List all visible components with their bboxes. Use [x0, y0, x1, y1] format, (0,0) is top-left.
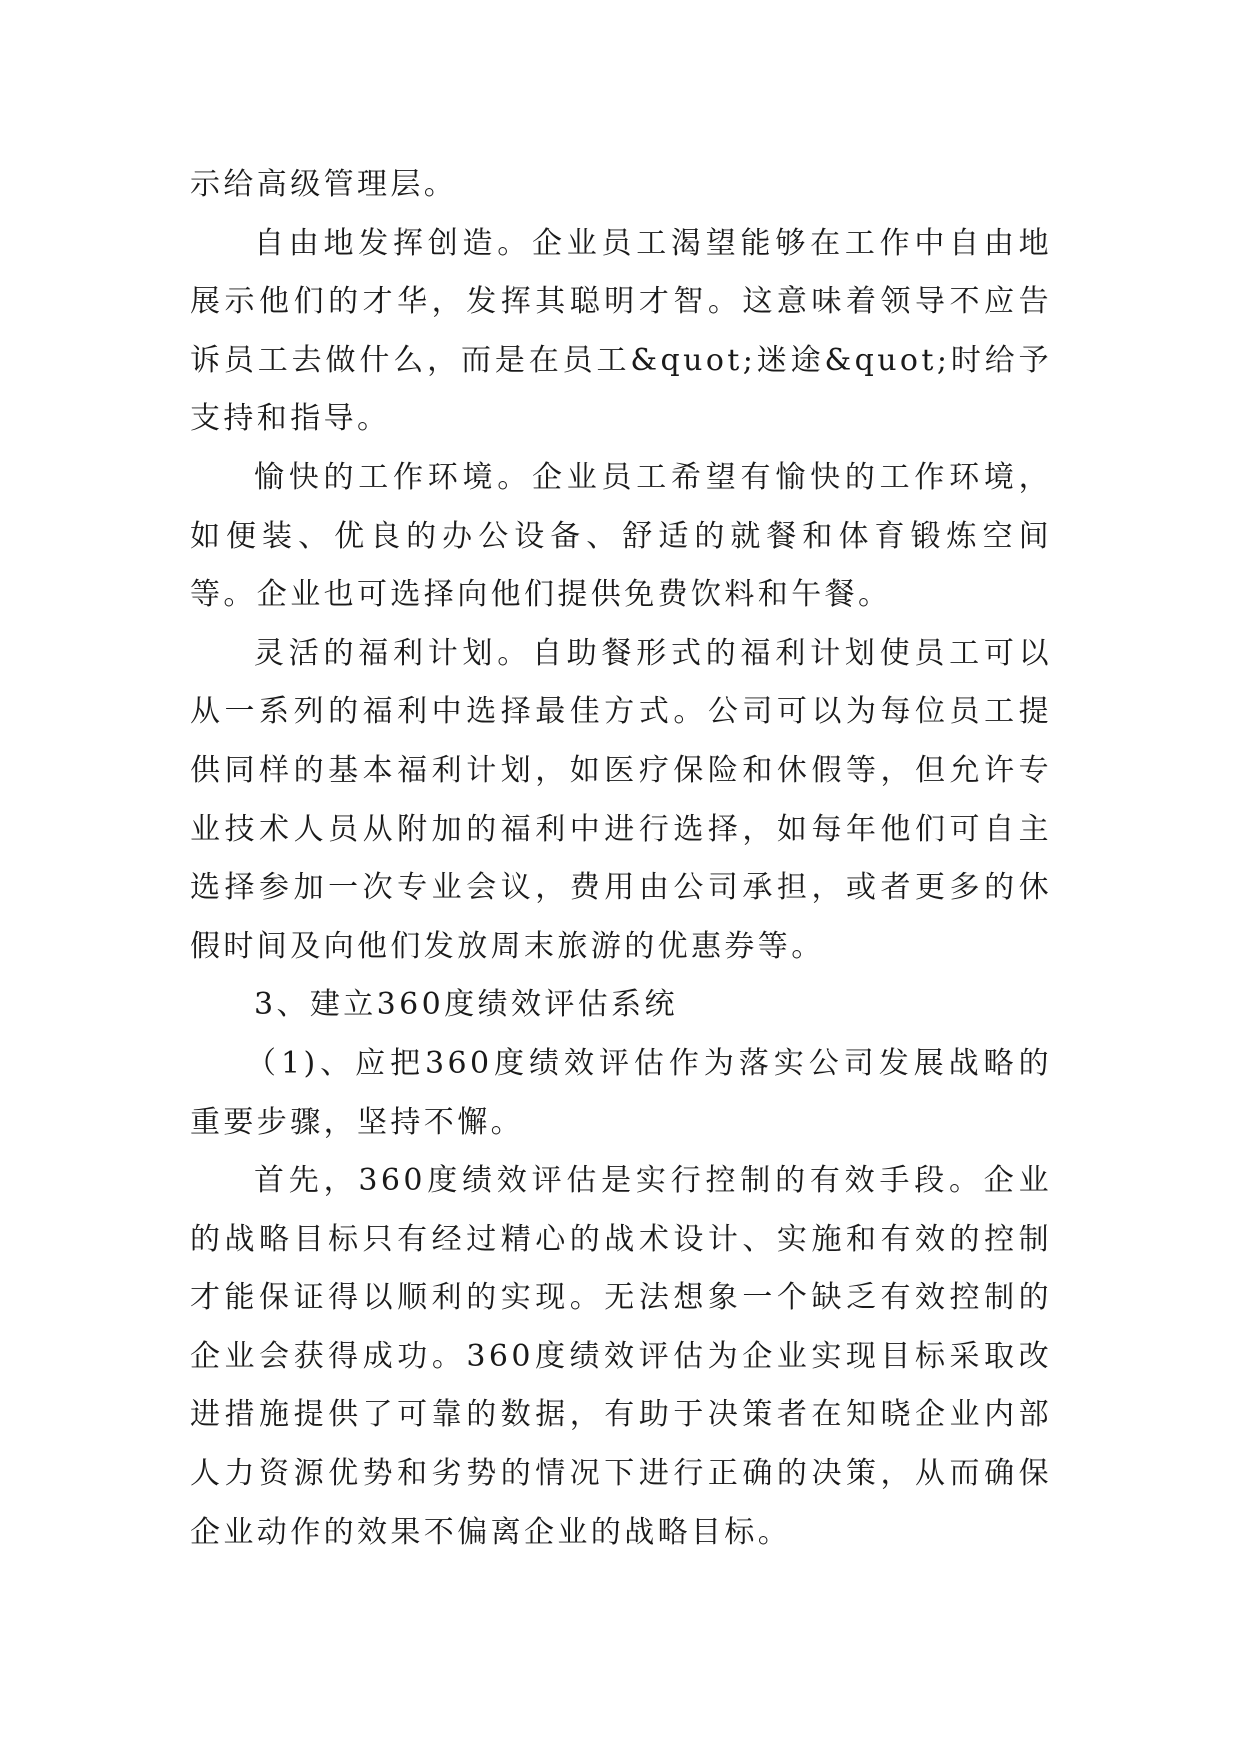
paragraph-continuation: 示给高级管理层。	[190, 167, 458, 202]
paragraph-work-environment: 愉快的工作环境。企业员工希望有愉快的工作环境，如便装、优良的办公设备、舒适的就餐和体育锻炼空间等。企业也可选择向他们提供免费饮料和午餐。	[190, 459, 1052, 613]
paragraph-control: 首先，360度绩效评估是实行控制的有效手段。企业的战略目标只有经过精心的战术设计、实施和有效的控制才能保证得以顺利的实现。无法想象一个缺乏有效控制的企业会获得成功。360度绩效评估为企业实现目标采取改进措施提供了可靠的数据，有助于决策者在知晓企业内部人力资源优势和劣势的情况下进行正确的决策，从而确保企业动作的效果不偏离企业的战略目标。	[190, 1163, 1052, 1550]
paragraph-creativity: 自由地发挥创造。企业员工渴望能够在工作中自由地展示他们的才华，发挥其聪明才智。这意味着领导不应告诉员工去做什么，而是在员工&quot;迷途&quot;时给予支持和指导。	[190, 225, 1052, 437]
paragraph-benefits: 灵活的福利计划。自助餐形式的福利计划使员工可以从一系列的福利中选择最佳方式。公司可以为每位员工提供同样的基本福利计划，如医疗保险和休假等，但允许专业技术人员从附加的福利中进行选择，如每年他们可自主选择参加一次专业会议，费用由公司承担，或者更多的休假时间及向他们发放周末旅游的优惠券等。	[190, 635, 1052, 964]
subsection-heading-1: （1)、应把360度绩效评估作为落实公司发展战略的重要步骤，坚持不懈。	[190, 1045, 1052, 1140]
document-body	[190, 156, 1052, 1562]
section-heading-360: 3、建立360度绩效评估系统	[254, 987, 678, 1023]
